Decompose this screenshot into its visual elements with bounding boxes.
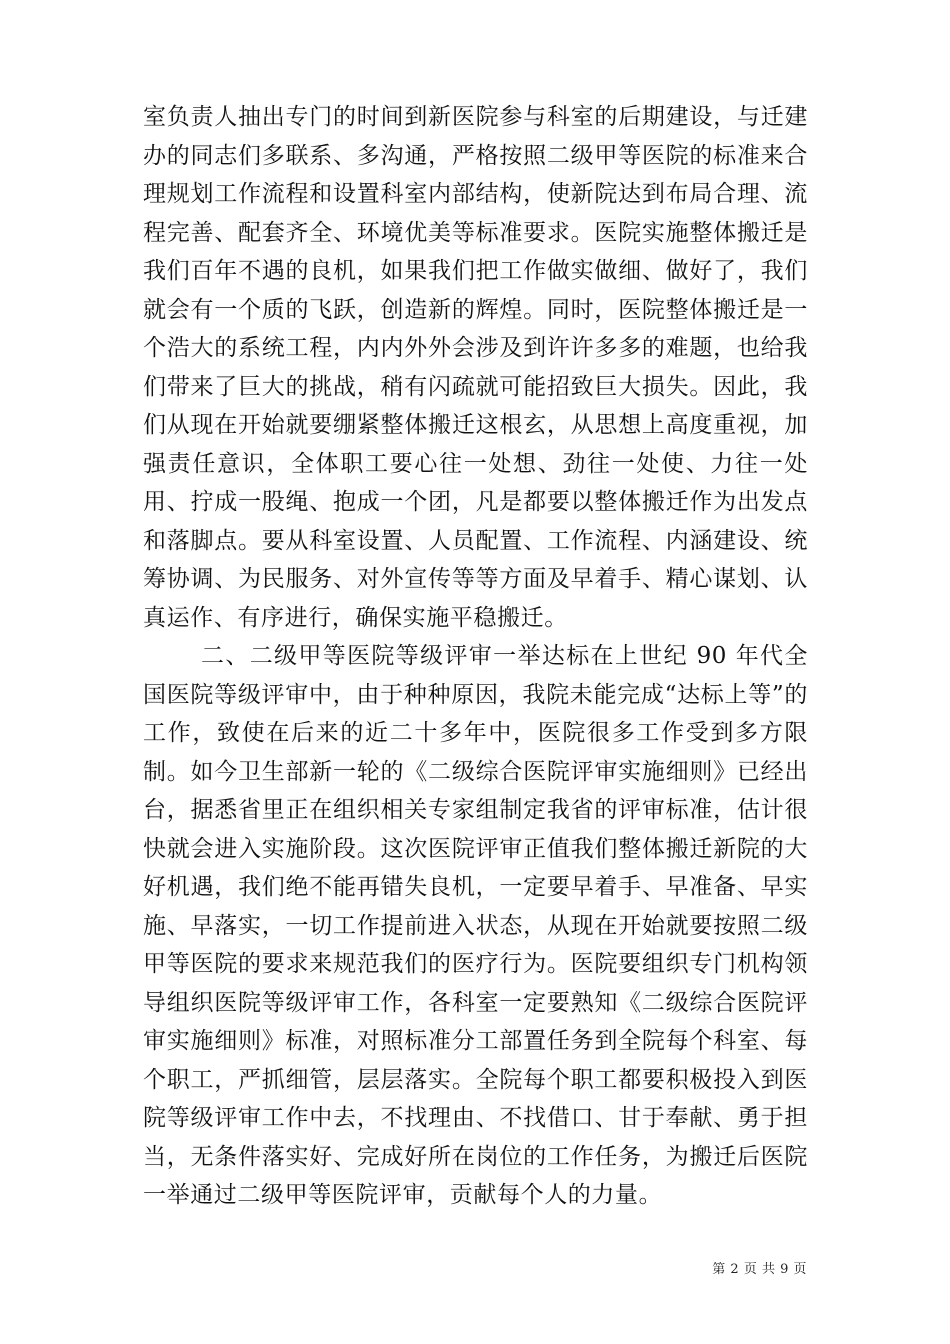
page-number-footer: 第 2 页 共 9 页 (712, 1262, 807, 1277)
document-body (143, 98, 808, 1215)
paragraph-hospital-grade-review: 二、二级甲等医院等级评审一举达标在上世纪 90 年代全国医院等级评审中，由于种种原因，我院未能完成“达标上等”的工作，致使在后来的近二十多年中，医院很多工作受到多方限制。如今卫生部新一轮的《二级综合医院评审实施细则》已经出台，据悉省里正在组织相关专家组制定我省的评审标准，估计很快就会进入实施阶段。这次医院评审正值我们整体搬迁新院的大好机遇，我们绝不能再错失良机，一定要早着手、早准备、早实施、早落实，一切工作提前进入状态，从现在开始就要按照二级甲等医院的要求来规范我们的医疗行为。医院要组织专门机构领导组织医院等级评审工作，各科室一定要熟知《二级综合医院评审实施细则》标准，对照标准分工部置任务到全院每个科室、每个职工，严抓细管，层层落实。全院每个职工都要积极投入到医院等级评审工作中去，不找理由、不找借口、甘于奉献、勇于担当，无条件落实好、完成好所在岗位的工作任务，为搬迁后医院一举通过二级甲等医院评审，贡献每个人的力量。 (143, 643, 808, 1208)
paragraph-relocation-continued: 室负责人抽出专门的时间到新医院参与科室的后期建设，与迁建办的同志们多联系、多沟通，严格按照二级甲等医院的标准来合理规划工作流程和设置科室内部结构，使新院达到布局合理、流程完善、配套齐全、环境优美等标准要求。医院实施整体搬迁是我们百年不遇的良机，如果我们把工作做实做细、做好了，我们就会有一个质的飞跃，创造新的辉煌。同时，医院整体搬迁是一个浩大的系统工程，内内外外会涉及到许许多多的难题，也给我们带来了巨大的挑战，稍有闪疏就可能招致巨大损失。因此，我们从现在开始就要绷紧整体搬迁这根玄，从思想上高度重视，加强责任意识，全体职工要心往一处想、劲往一处使、力往一处用、拧成一股绳、抱成一个团，凡是都要以整体搬迁作为出发点和落脚点。要从科室设置、人员配置、工作流程、内涵建设、统筹协调、为民服务、对外宣传等等方面及早着手、精心谋划、认真运作、有序进行，确保实施平稳搬迁。 (143, 104, 808, 631)
